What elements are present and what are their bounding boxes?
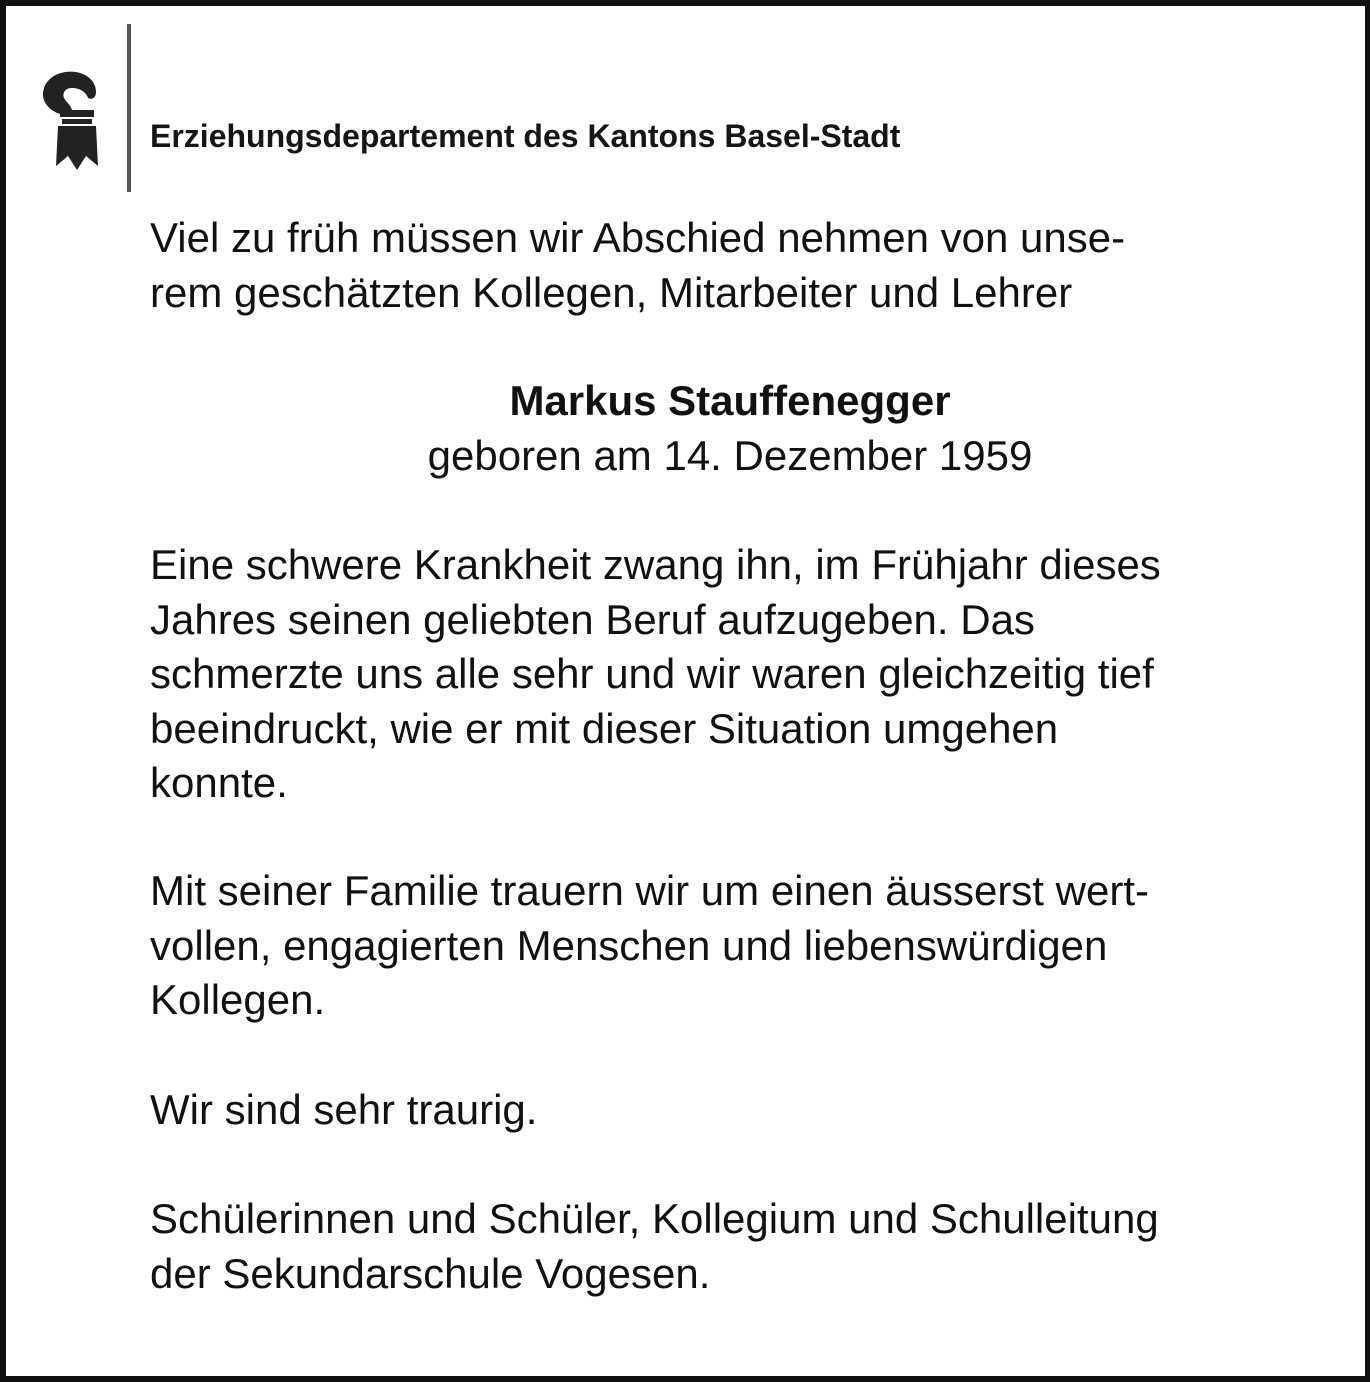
paragraph-illness <box>150 538 1310 811</box>
department-name: Erziehungsdepartement des Kantons Basel-Stadt <box>150 118 901 154</box>
text-line: konnte. <box>150 759 288 806</box>
paragraph-sad <box>150 1083 1310 1138</box>
text-line: Eine schwere Krankheit zwang ihn, im Frühjahr dieses <box>150 541 1161 588</box>
signature-paragraph <box>150 1192 1310 1301</box>
text-line: Mit seiner Familie trauern wir um einen äusserst wert- <box>150 867 1149 914</box>
text-line: vollen, engagierten Menschen und liebenswürdigen <box>150 921 1108 969</box>
text-line: der Sekundarschule Vogesen. <box>150 1249 711 1297</box>
basel-stab-icon <box>38 70 104 172</box>
header-divider <box>127 24 131 192</box>
birth-date: geboren am 14. Dezember 1959 <box>427 431 1033 479</box>
text-line: schmerzte uns alle sehr und wir waren gleichzeitig tief <box>150 650 1154 697</box>
intro-paragraph <box>150 211 1310 320</box>
text-line: Schülerinnen und Schüler, Kollegium und Schulleitung <box>150 1195 1159 1242</box>
text-line: Viel zu früh müssen wir Abschied nehmen von unse- <box>150 214 1126 261</box>
text-line: beeindruckt, wie er mit dieser Situation umgehen <box>150 704 1059 752</box>
text-line: Kollegen. <box>150 976 326 1023</box>
text-line: Wir sind sehr traurig. <box>150 1086 538 1133</box>
text-line: rem geschätzten Kollegen, Mitarbeiter und Lehrer <box>150 268 1073 316</box>
person-block <box>150 374 1310 483</box>
person-name: Markus Stauffenegger <box>509 377 951 424</box>
text-line: Jahres seinen geliebten Beruf aufzugeben. Das <box>150 595 1035 643</box>
paragraph-mourning <box>150 864 1310 1028</box>
